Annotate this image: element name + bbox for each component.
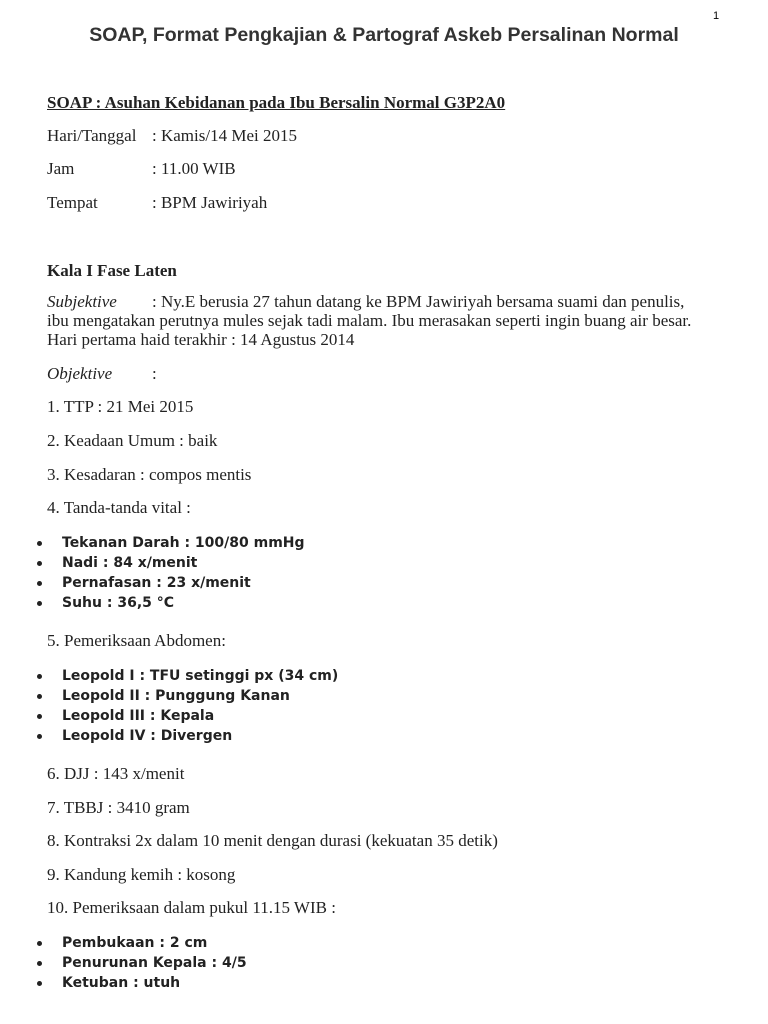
bullet-dot [37, 941, 42, 946]
item-abdomen: 5. Pemeriksaan Abdomen: [47, 631, 226, 650]
item-consciousness: 3. Kesadaran : compos mentis [47, 465, 252, 484]
list-item [0, 953, 247, 973]
list-item [0, 726, 338, 746]
list-item-text: Penurunan Kepala : 4/5 [62, 955, 247, 971]
list-item-text: Leopold IV : Divergen [62, 728, 233, 744]
list-item [0, 573, 305, 593]
page-number: 1 [713, 10, 720, 22]
item-general-condition: 2. Keadaan Umum : baik [47, 431, 218, 450]
vital-signs-list [0, 533, 305, 613]
objective-label: Objektive [47, 364, 113, 383]
soap-heading: SOAP : Asuhan Kebidanan pada Ibu Bersalin Normal G3P2A0 [47, 93, 506, 112]
bullet-dot [37, 601, 42, 606]
subjective-text-1: : Ny.E berusia 27 tahun datang ke BPM Jawiriyah bersama suami dan penulis, [152, 292, 685, 311]
item-ttp: 1. TTP : 21 Mei 2015 [47, 397, 194, 416]
bullet-dot [37, 674, 42, 679]
list-item [0, 666, 338, 686]
internal-exam-list [0, 933, 247, 993]
list-item [0, 973, 247, 993]
item-tbbj: 7. TBBJ : 3410 gram [47, 798, 190, 817]
list-item-text: Suhu : 36,5 °C [62, 595, 175, 611]
kala-heading: Kala I Fase Laten [47, 261, 177, 280]
list-item-text: Leopold III : Kepala [62, 708, 215, 724]
field-time-label: Jam [47, 159, 75, 178]
field-time-value: : 11.00 WIB [152, 159, 236, 178]
list-item [0, 553, 305, 573]
list-item-text: Tekanan Darah : 100/80 mmHg [62, 535, 305, 551]
bullet-dot [37, 734, 42, 739]
list-item [0, 686, 338, 706]
item-contraction: 8. Kontraksi 2x dalam 10 menit dengan durasi (kekuatan 35 detik) [47, 831, 498, 850]
bullet-dot [37, 541, 42, 546]
subjective-line-2: ibu mengatakan perutnya mules sejak tadi malam. Ibu merasakan seperti ingin buang air besar. [47, 311, 692, 330]
subjective-label: Subjektive [47, 292, 117, 311]
item-bladder: 9. Kandung kemih : kosong [47, 865, 236, 884]
subjective-section [47, 292, 727, 349]
bullet-dot [37, 961, 42, 966]
bullet-dot [37, 581, 42, 586]
bullet-dot [37, 694, 42, 699]
list-item [0, 593, 305, 613]
field-date-label: Hari/Tanggal [47, 126, 137, 145]
abdomen-list [0, 666, 338, 746]
field-place-label: Tempat [47, 193, 98, 212]
list-item-text: Ketuban : utuh [62, 975, 181, 991]
subjective-line-1 [47, 292, 727, 311]
list-item [0, 706, 338, 726]
objective-colon: : [152, 364, 157, 383]
bullet-dot [37, 561, 42, 566]
subjective-line-3: Hari pertama haid terakhir : 14 Agustus 2014 [47, 330, 355, 349]
list-item-text: Pernafasan : 23 x/menit [62, 575, 251, 591]
item-internal-exam: 10. Pemeriksaan dalam pukul 11.15 WIB : [47, 898, 336, 917]
list-item [0, 933, 247, 953]
item-djj: 6. DJJ : 143 x/menit [47, 764, 185, 783]
list-item-text: Leopold I : TFU setinggi px (34 cm) [62, 668, 339, 684]
bullet-dot [37, 981, 42, 986]
list-item [0, 533, 305, 553]
document-title: SOAP, Format Pengkajian & Partograf Askeb Persalinan Normal [89, 24, 679, 46]
list-item-text: Leopold II : Punggung Kanan [62, 688, 290, 704]
bullet-dot [37, 714, 42, 719]
item-vital-signs: 4. Tanda-tanda vital : [47, 498, 191, 517]
field-place-value: : BPM Jawiriyah [152, 193, 268, 212]
field-date-value: : Kamis/14 Mei 2015 [152, 126, 297, 145]
list-item-text: Pembukaan : 2 cm [62, 935, 208, 951]
list-item-text: Nadi : 84 x/menit [62, 555, 198, 571]
